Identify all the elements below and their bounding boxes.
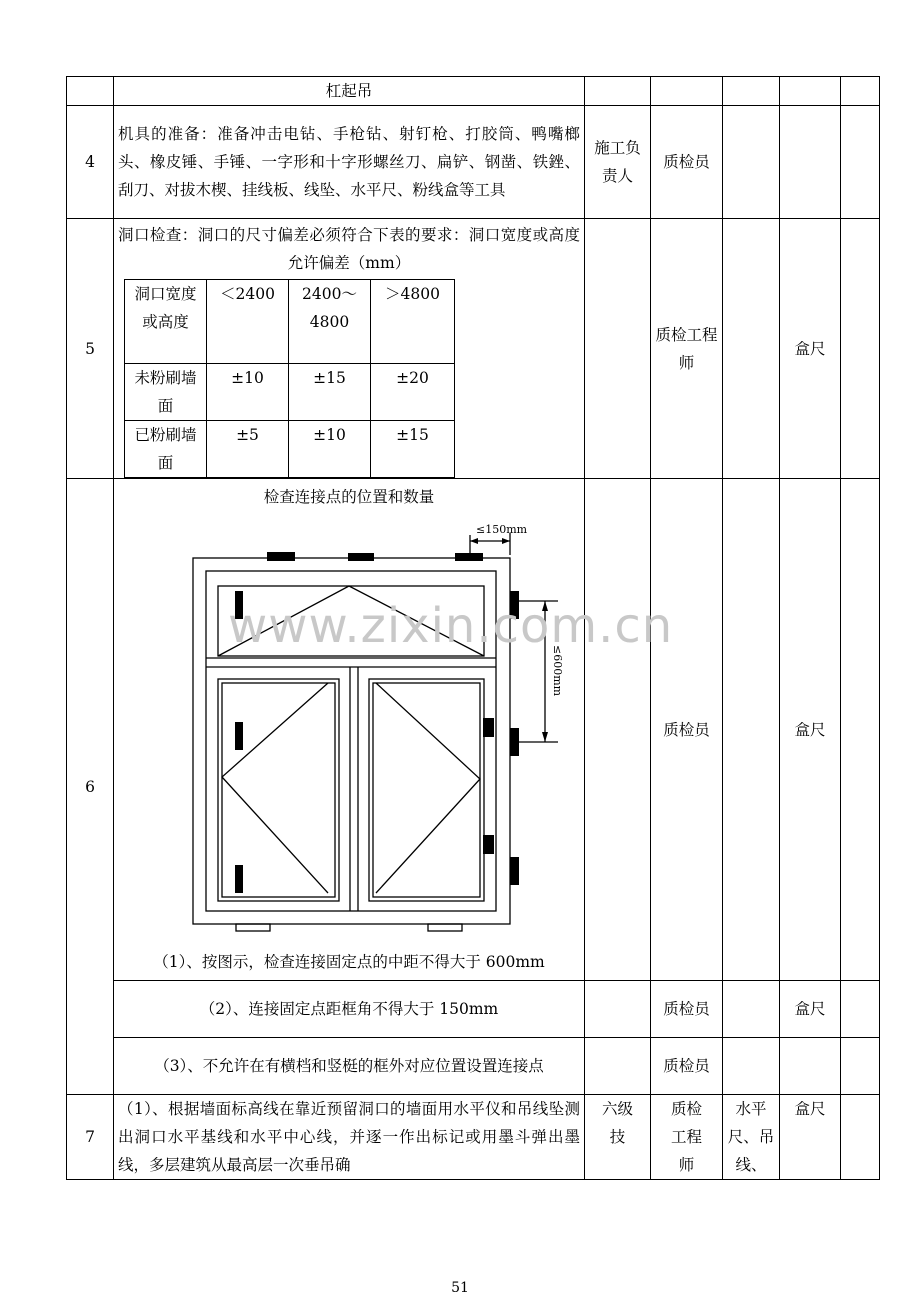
tolerance-cell: ±10 (207, 364, 289, 421)
table-row (67, 981, 880, 1038)
row-4-content: 机具的准备：准备冲击电钻、手枪钻、射钉枪、打胶筒、鸭嘴榔头、橡皮锤、手锤、一字形和十字形螺丝刀、扁铲、钢凿、铁銼、刮刀、对拔木楔、挂线板、线坠、水平尺、粉线盒等工具 (114, 106, 585, 219)
row-5-content (114, 219, 585, 479)
table-row (67, 479, 880, 981)
row-number: 5 (67, 219, 114, 479)
dim-label-side: ≤600mm (551, 645, 564, 697)
row-7-content: （1）、根据墙面标高线在靠近预留洞口的墙面用水平仪和吊线坠测出洞口水平基线和水平中心线，并逐一作出标记或用墨斗弹出墨线，多层建筑从最高层一次垂吊确 (114, 1095, 585, 1180)
tolerance-row (125, 421, 455, 478)
connection-point (235, 722, 243, 750)
connection-point (510, 728, 519, 756)
row-number: 7 (67, 1095, 114, 1180)
tolerance-cell: ±15 (289, 364, 371, 421)
table-row (67, 1038, 880, 1095)
row-6-item-2: （2）、连接固定点距框角不得大于 150mm (114, 981, 585, 1038)
row-6-item-1: （1）、按图示，检查连接固定点的中距不得大于 600mm (153, 953, 545, 971)
right-casement (369, 679, 484, 901)
table-row (67, 106, 880, 219)
row-6-item-3: （3）、不允许在有横档和竖梃的框外对应位置设置连接点 (114, 1038, 585, 1095)
page-number: 51 (451, 1280, 469, 1296)
left-opening-marks (222, 683, 328, 893)
tool-cell (780, 106, 841, 219)
row-top-content: 杠起吊 (114, 77, 585, 106)
row-number: 4 (67, 106, 114, 219)
inspector-cell: 质检员 (651, 479, 723, 981)
tolerance-header-cell: ＞4800 (371, 280, 455, 364)
tolerance-table (124, 279, 455, 478)
tolerance-cell: 未粉刷墙面 (125, 364, 207, 421)
tolerance-cell: ±15 (371, 421, 455, 478)
diagram-title: 检查连接点的位置和数量 (263, 488, 435, 506)
transom-sash (218, 586, 484, 656)
tolerance-header-cell: ＜2400 (207, 280, 289, 364)
tool-cell: 盒尺 (780, 219, 841, 479)
tolerance-row (125, 364, 455, 421)
window-inner-frame (206, 571, 496, 911)
row-5-intro: 洞口检查：洞口的尺寸偏差必须符合下表的要求：洞口宽度或高度允许偏差（mm） (118, 226, 580, 272)
table-row (67, 1095, 880, 1180)
transom-opening-marks (218, 586, 484, 656)
tool-cell-secondary: 水平尺、吊线、 (723, 1095, 780, 1180)
row-6-diagram-cell (114, 479, 585, 981)
inspector-cell: 质检工程师 (651, 1095, 723, 1180)
tolerance-header-cell: 洞口宽度或高度 (125, 280, 207, 364)
connection-point (267, 552, 295, 561)
tool-cell (780, 1038, 841, 1095)
connection-point (348, 553, 374, 561)
connection-point (235, 591, 243, 619)
connection-point (483, 835, 494, 854)
tolerance-cell: ±20 (371, 364, 455, 421)
tolerance-cell: ±10 (289, 421, 371, 478)
connection-point (510, 857, 519, 885)
right-opening-marks (376, 683, 480, 893)
tool-cell: 盒尺 (780, 479, 841, 981)
tool-cell: 盒尺 (780, 981, 841, 1038)
tolerance-header-row (125, 280, 455, 364)
row-number: 6 (67, 479, 114, 1095)
tolerance-cell: ±5 (207, 421, 289, 478)
dim-label-top: ≤150mm (476, 523, 528, 536)
responsible-cell: 六级技 (585, 1095, 651, 1180)
window-connection-diagram (114, 515, 585, 955)
table-row (67, 219, 880, 479)
inspector-cell: 质检工程师 (651, 219, 723, 479)
table-row (67, 77, 880, 106)
inspector-cell: 质检员 (651, 981, 723, 1038)
tolerance-header-cell: 2400～4800 (289, 280, 371, 364)
inspection-table (66, 76, 880, 1180)
responsible-cell: 施工负责人 (585, 106, 651, 219)
connection-point (235, 865, 243, 893)
connection-point (510, 591, 519, 619)
inspector-cell: 质检员 (651, 1038, 723, 1095)
connection-point (483, 718, 494, 737)
connection-point (455, 553, 483, 561)
tool-cell: 盒尺 (780, 1095, 841, 1180)
watermark: www.zixin.com.cn (228, 598, 674, 654)
tolerance-cell: 已粉刷墙面 (125, 421, 207, 478)
inspector-cell: 质检员 (651, 106, 723, 219)
